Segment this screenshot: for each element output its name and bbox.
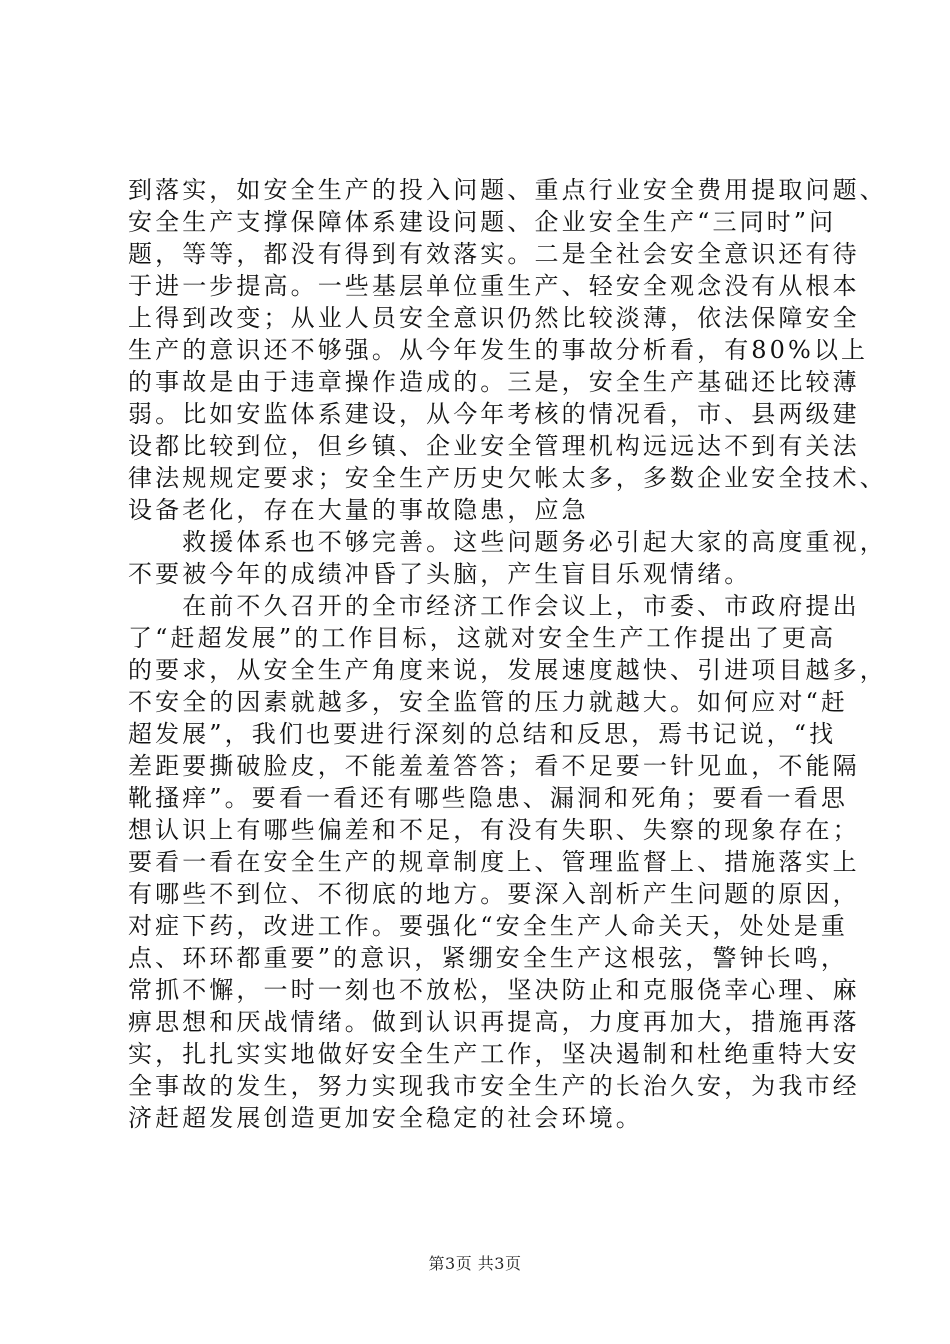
text-line: 对症下药，改进工作。要强化“安全生产人命关天，处处是重: [128, 912, 848, 940]
text-line: 常抓不懈，一时一刻也不放松，坚决防止和克服侥幸心理、麻: [128, 976, 860, 1004]
page-number-label: 第3页 共3页: [428, 1254, 522, 1273]
text-line: 不要被今年的成绩冲昏了头脑，产生盲目乐观情绪。: [128, 560, 752, 588]
text-line: 律法规规定要求；安全生产历史欠帐太多，多数企业安全技术、: [128, 464, 887, 492]
text-line: 要看一看在安全生产的规章制度上、管理监督上、措施落实上: [128, 848, 860, 876]
text-line: 上得到改变；从业人员安全意识仍然比较淡薄，依法保障安全: [128, 304, 860, 332]
text-line: 想认识上有哪些偏差和不足，有没有失职、失察的现象存在；: [128, 816, 860, 844]
text-line: 的事故是由于违章操作造成的。三是，安全生产基础还比较薄: [128, 368, 860, 396]
text-line: 不安全的因素就越多，安全监管的压力就越大。如何应对“赶: [128, 688, 848, 716]
text-line: 于进一步提高。一些基层单位重生产、轻安全观念没有从根本: [128, 272, 860, 300]
text-line: 点、环环都重要”的意识，紧绷安全生产这根弦，警钟长鸣，: [128, 944, 848, 972]
text-line: 全事故的发生，努力实现我市安全生产的长治久安，为我市经: [128, 1072, 860, 1100]
text-line: 题，等等，都没有得到有效落实。二是全社会安全意识还有待: [128, 240, 860, 268]
text-line: 设都比较到位，但乡镇、企业安全管理机构远远达不到有关法: [128, 432, 860, 460]
text-line: 到落实，如安全生产的投入问题、重点行业安全费用提取问题、: [128, 176, 887, 204]
text-line: 了“赶超发展”的工作目标，这就对安全生产工作提出了更高: [128, 624, 837, 652]
text-line: 安全生产支撑保障体系建设问题、企业安全生产“三同时”问: [128, 208, 837, 236]
text-line: 济赶超发展创造更加安全稳定的社会环境。: [128, 1104, 643, 1132]
text-line: 救援体系也不够完善。这些问题务必引起大家的高度重视，: [128, 528, 887, 556]
text-line: 差距要撕破脸皮，不能羞羞答答；看不足要一针见血，不能隔: [128, 752, 860, 780]
text-line: 的要求，从安全生产角度来说，发展速度越快、引进项目越多，: [128, 656, 887, 684]
text-line: 有哪些不到位、不彻底的地方。要深入剖析产生问题的原因，: [128, 880, 860, 908]
text-line: 痹思想和厌战情绪。做到认识再提高，力度再加大，措施再落: [128, 1008, 860, 1036]
text-line: 生产的意识还不够强。从今年发生的事故分析看，有80%以上: [128, 336, 869, 364]
text-line: 设备老化，存在大量的事故隐患，应急: [128, 496, 589, 524]
page-footer: [0, 1254, 950, 1274]
text-line: 靴搔痒”。要看一看还有哪些隐患、漏洞和死角；要看一看思: [128, 784, 848, 812]
text-line: 在前不久召开的全市经济工作会议上，市委、市政府提出: [128, 592, 860, 620]
text-line: 弱。比如安监体系建设，从今年考核的情况看，市、县两级建: [128, 400, 860, 428]
text-line: 超发展”，我们也要进行深刻的总结和反思，焉书记说，“找: [128, 720, 837, 748]
text-line: 实，扎扎实实地做好安全生产工作，坚决遏制和杜绝重特大安: [128, 1040, 860, 1068]
